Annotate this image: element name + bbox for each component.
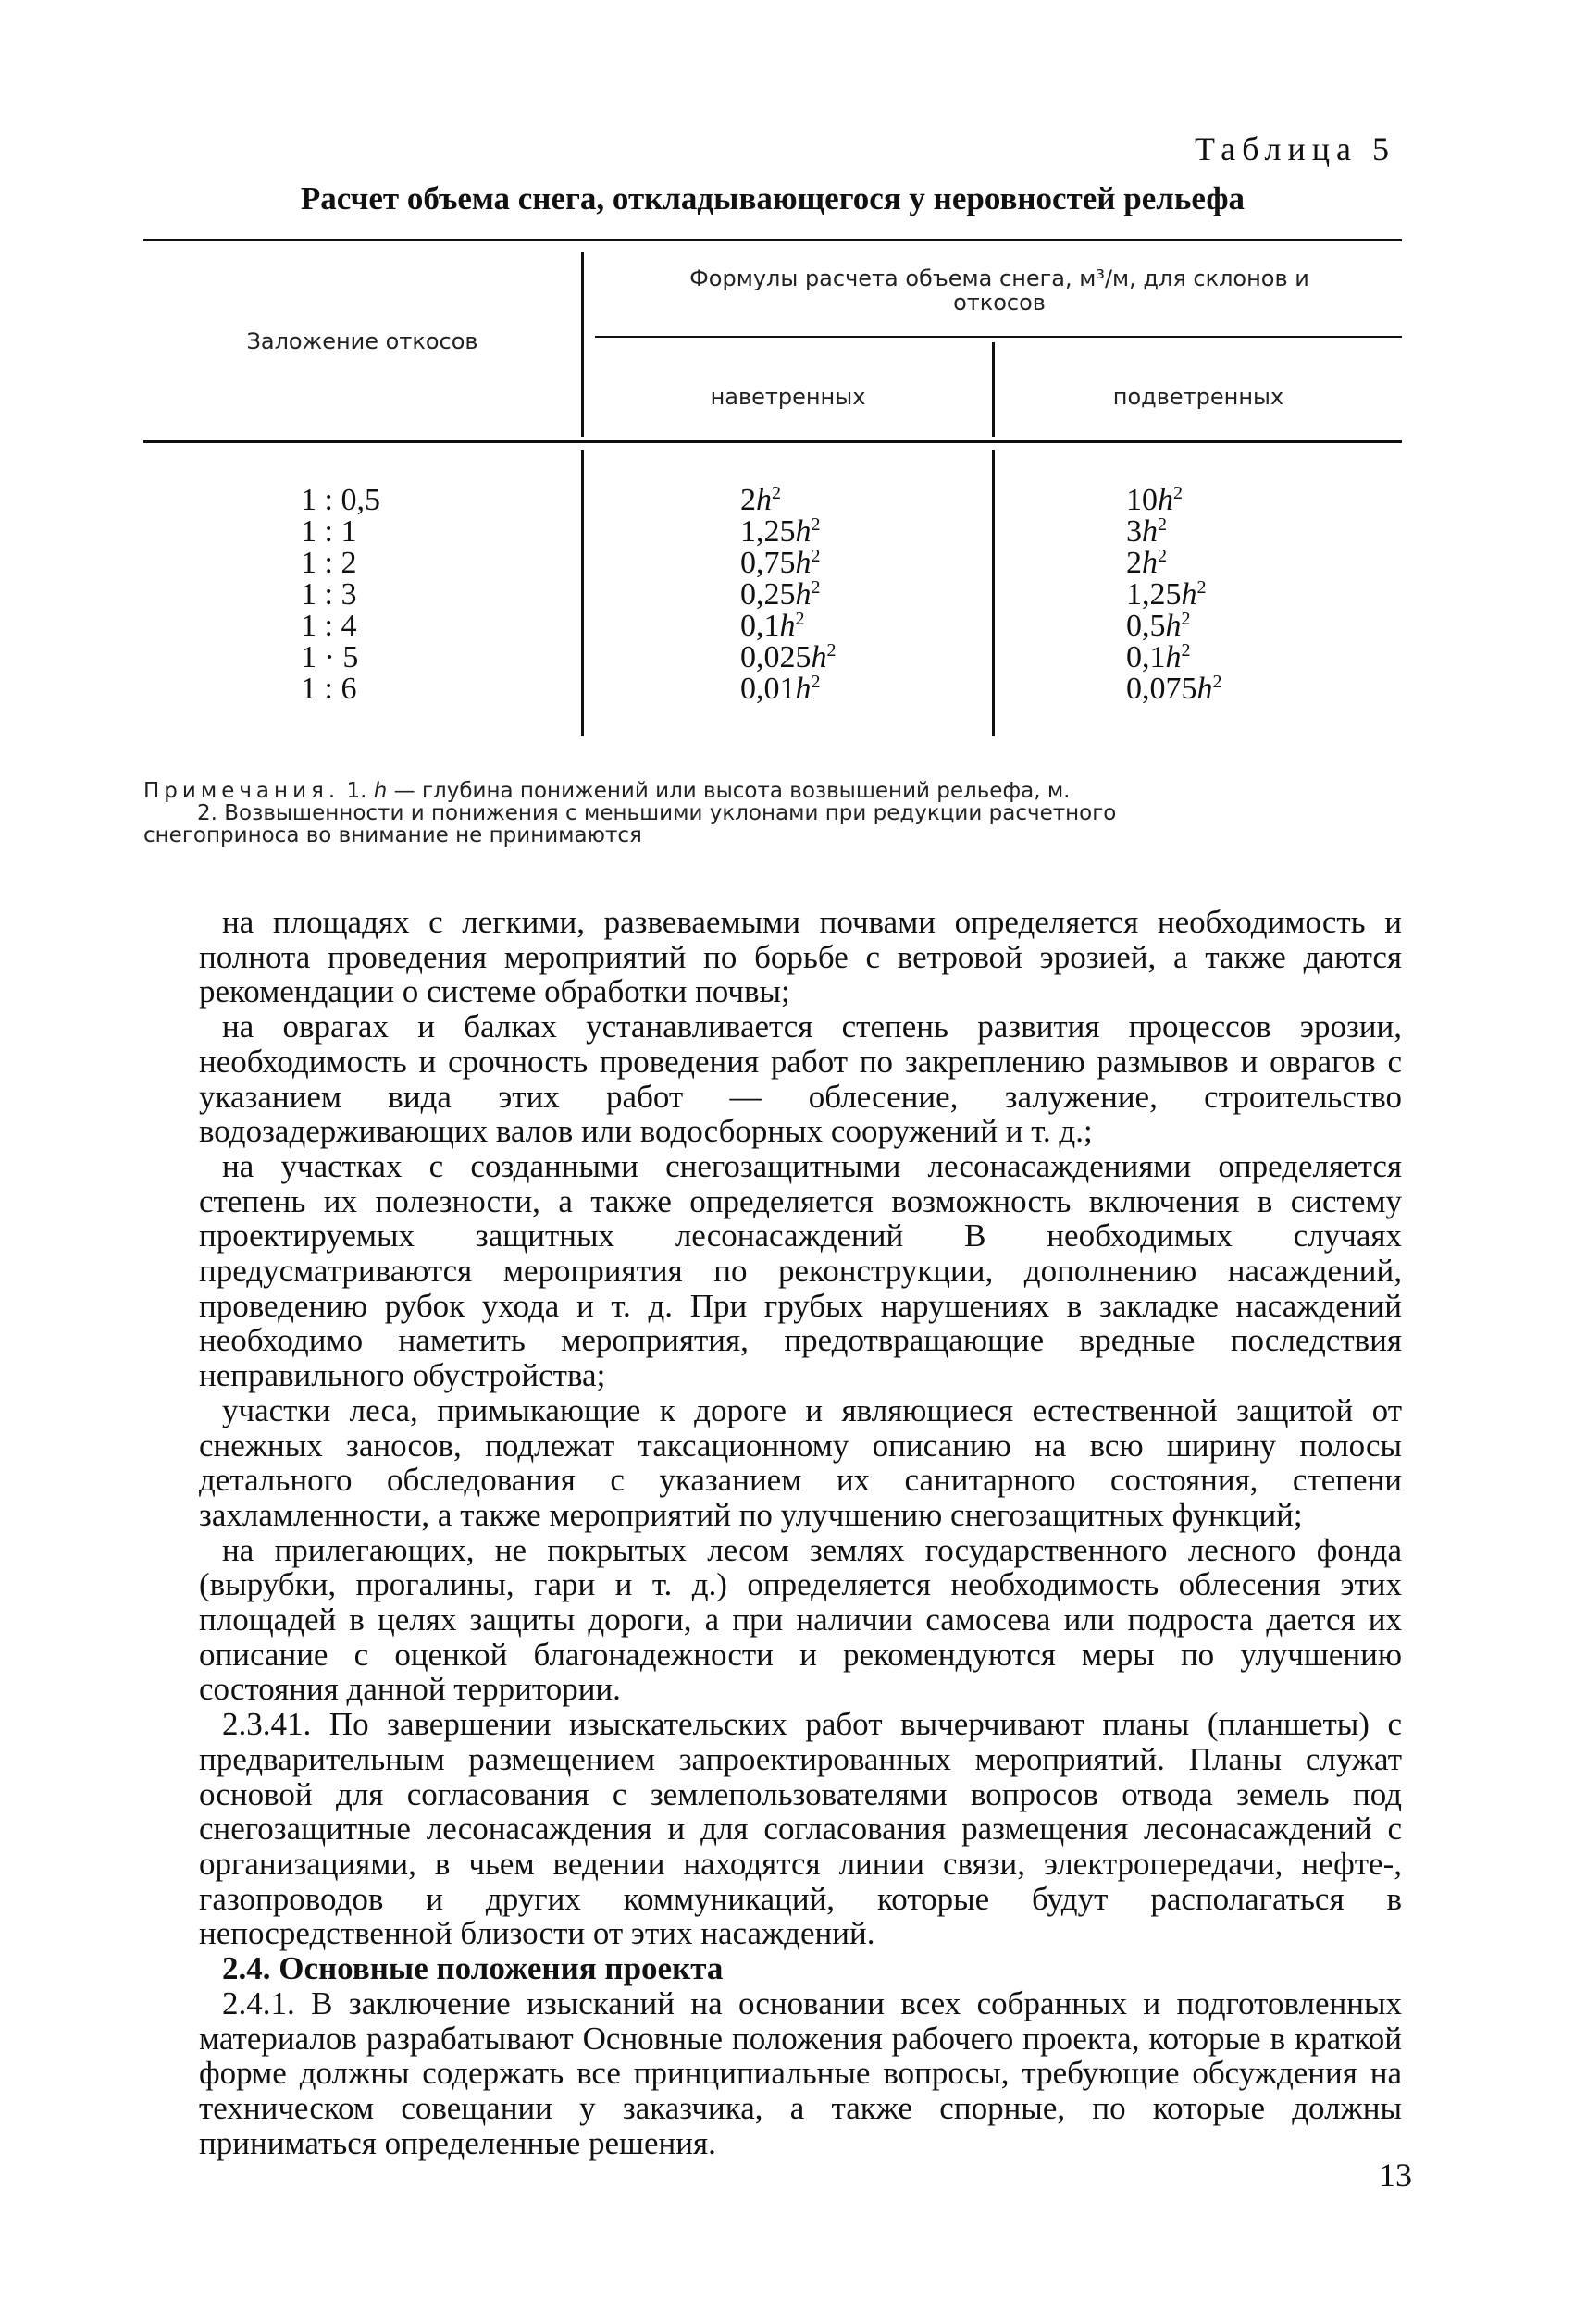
paragraph: 2.4.1. В заключение изысканий на основании всех собранных и подготовленных материалов разрабатывают Основные положения рабочего проекта, которые в краткой форме должны содержать все принципиальные вопросы, требующие обсуждения на техническом совещании у заказчика, а также спорные, по которые должны приниматься определенные решения. — [199, 1984, 1402, 2161]
leeward-formula-cell — [1126, 579, 1222, 611]
formula-variable: h — [795, 577, 812, 612]
formula-coefficient: 1,25 — [1126, 577, 1182, 612]
header-leeward: подветренных — [1112, 384, 1284, 410]
table-caption: Расчет объема снега, откладывающегося у неровностей рельефа — [300, 180, 1246, 216]
slope-cell: 1 : 2 — [301, 546, 357, 580]
formula-exponent: 2 — [1181, 640, 1191, 661]
leeward-formula-cell — [1126, 611, 1222, 642]
formula-exponent: 2 — [826, 640, 837, 661]
formula-exponent: 2 — [772, 483, 781, 503]
leeward-formula-cell — [1126, 548, 1222, 579]
slope-column — [301, 485, 380, 705]
formula-coefficient: 0,025 — [740, 640, 812, 674]
formula-variable: h — [1196, 672, 1213, 706]
formula-variable: h — [795, 514, 812, 549]
leeward-formula-cell — [1126, 516, 1222, 548]
windward-formula-cell — [740, 548, 837, 579]
table-number-label: Таблица 5 — [1195, 130, 1395, 167]
paragraph: 2.3.41. По завершении изыскательских работ вычерчивают планы (планшеты) с предварительным размещением запроектированных мероприятий. Планы служат основой для согласования с землепользователями вопросов отвода земель под снегозащитные лесонасаждения и для согласования размещения лесонасаждений с организациями, в чьем ведении находятся линии связи, электропередачи, нефте-, газопроводов и других коммуникаций, которые будут располагаться в непосредственной близости от этих насаждений. — [199, 1706, 1402, 1952]
formula-exponent: 2 — [1158, 546, 1167, 566]
note-2: 2. Возвышенности и понижения с меньшими уклонами при редукции расчетного — [197, 801, 1117, 825]
slope-cell: 1 : 3 — [301, 577, 357, 612]
formula-coefficient: 2 — [740, 483, 756, 517]
formula-variable: h — [1165, 640, 1182, 674]
formula-exponent: 2 — [1181, 609, 1191, 629]
paragraph: на прилегающих, не покрытых лесом землях государственного лесного фонда (вырубки, прогалины, гари и т. д.) определяется необходимость облесения этих площадей в целях защиты дороги, а при наличии самосева или подроста дается их описание с оценкой благонадежности и рекомендуются меры по улучшению состояния данной территории. — [199, 1531, 1402, 1708]
table-notes — [143, 780, 1407, 847]
slope-cell: 1 · 5 — [301, 640, 359, 674]
table-top-rule — [143, 239, 1402, 241]
formula-coefficient: 2 — [1126, 546, 1142, 580]
formula-variable: h — [1158, 483, 1173, 517]
formula-coefficient: 1,25 — [740, 514, 796, 549]
section-heading: 2.4. Основные положения проекта — [222, 1950, 724, 1987]
formula-variable: h — [795, 672, 812, 706]
leeward-column — [1126, 485, 1222, 705]
windward-column — [740, 485, 837, 705]
header-windward: наветренных — [710, 384, 866, 410]
table-body-rule-2 — [992, 450, 995, 736]
windward-formula-cell — [740, 642, 837, 674]
note-2-continued: снегоприноса во внимание не принимаются — [143, 823, 642, 847]
formula-variable: h — [1165, 609, 1182, 643]
formula-variable: h — [1142, 514, 1158, 549]
paragraph: на площадях с легкими, развеваемыми почвами определяется необходимость и полнота проведения мероприятий по борьбе с ветровой эрозией, а также даются рекомендации о системе обработки почвы; — [199, 904, 1402, 1010]
leeward-formula-cell — [1126, 485, 1222, 516]
formula-coefficient: 0,01 — [740, 672, 796, 706]
formula-coefficient: 0,1 — [740, 609, 780, 643]
windward-formula-cell — [740, 611, 837, 642]
header-formula-group: Формулы расчета объема снега, м³/м, для склонов и откосов — [689, 266, 1309, 315]
leeward-formula-cell — [1126, 642, 1222, 674]
windward-formula-cell — [740, 579, 837, 611]
formula-variable: h — [795, 546, 812, 580]
formula-coefficient: 0,1 — [1126, 640, 1166, 674]
paragraph: участки леса, примыкающие к дороге и являющиеся естественной защитой от снежных заносов, подлежат таксационному описанию на всю ширину полосы детального обследования с указанием их санитарного состояния, степени захламленности, а также мероприятий по улучшению снегозащитных функций; — [199, 1391, 1402, 1533]
note-1: 1. h — глубина понижений или высота возвышений рельефа, м. — [346, 779, 1071, 803]
formula-coefficient: 0,25 — [740, 577, 796, 612]
formula-coefficient: 10 — [1126, 483, 1158, 517]
leeward-formula-cell — [1126, 674, 1222, 705]
formula-variable: h — [1142, 546, 1158, 580]
formula-variable: h — [756, 483, 772, 517]
formula-variable: h — [779, 609, 796, 643]
windward-formula-cell — [740, 674, 837, 705]
table-header-bottom-rule — [143, 440, 1402, 443]
formula-exponent: 2 — [811, 514, 821, 535]
formula-exponent: 2 — [811, 672, 821, 692]
formula-exponent: 2 — [1158, 514, 1167, 535]
body-text — [199, 905, 1402, 2160]
table-column-rule-1 — [581, 252, 584, 437]
formula-exponent: 2 — [811, 577, 821, 598]
paragraph: на оврагах и балках устанавливается степень развития процессов эрозии, необходимость и срочность проведения работ по закреплению размывов и оврагов с указанием вида этих работ — облесение, залужение, строительство водозадерживающих валов или водосборных сооружений и т. д.; — [199, 1008, 1402, 1150]
slope-cell: 1 : 1 — [301, 514, 357, 549]
header-slope: Заложение откосов — [246, 328, 478, 354]
windward-formula-cell — [740, 516, 837, 548]
slope-cell: 1 : 6 — [301, 672, 357, 706]
snow-volume-table — [143, 239, 1402, 748]
formula-exponent: 2 — [795, 609, 805, 629]
notes-title: Примечания. — [143, 779, 341, 803]
formula-exponent: 2 — [1196, 577, 1207, 598]
formula-coefficient: 0,5 — [1126, 609, 1166, 643]
formula-variable: h — [811, 640, 827, 674]
formula-exponent: 2 — [1173, 483, 1183, 503]
page-number: 13 — [1379, 2157, 1412, 2194]
windward-formula-cell — [740, 485, 837, 516]
formula-coefficient: 3 — [1126, 514, 1142, 549]
table-subheader-rule — [595, 336, 1402, 338]
slope-cell: 1 : 4 — [301, 609, 357, 643]
formula-variable: h — [1181, 577, 1197, 612]
slope-cell: 1 : 0,5 — [301, 483, 380, 517]
formula-exponent: 2 — [1212, 672, 1222, 692]
formula-coefficient: 0,75 — [740, 546, 796, 580]
paragraph: на участках с созданными снегозащитными лесонасаждениями определяется степень их полезности, а также определяется возможность включения в систему проектируемых защитных лесонасаждений В необходимых случаях предусматриваются мероприятия по реконструкции, дополнению насаждений, проведению рубок ухода и т. д. При грубых нарушениях в закладке насаждений необходимо наметить мероприятия, предотвращающие вредные последствия неправильного обустройства; — [199, 1147, 1402, 1394]
formula-exponent: 2 — [811, 546, 821, 566]
formula-coefficient: 0,075 — [1126, 672, 1197, 706]
note-variable: h — [373, 779, 388, 803]
table-body-rule-1 — [581, 450, 584, 736]
